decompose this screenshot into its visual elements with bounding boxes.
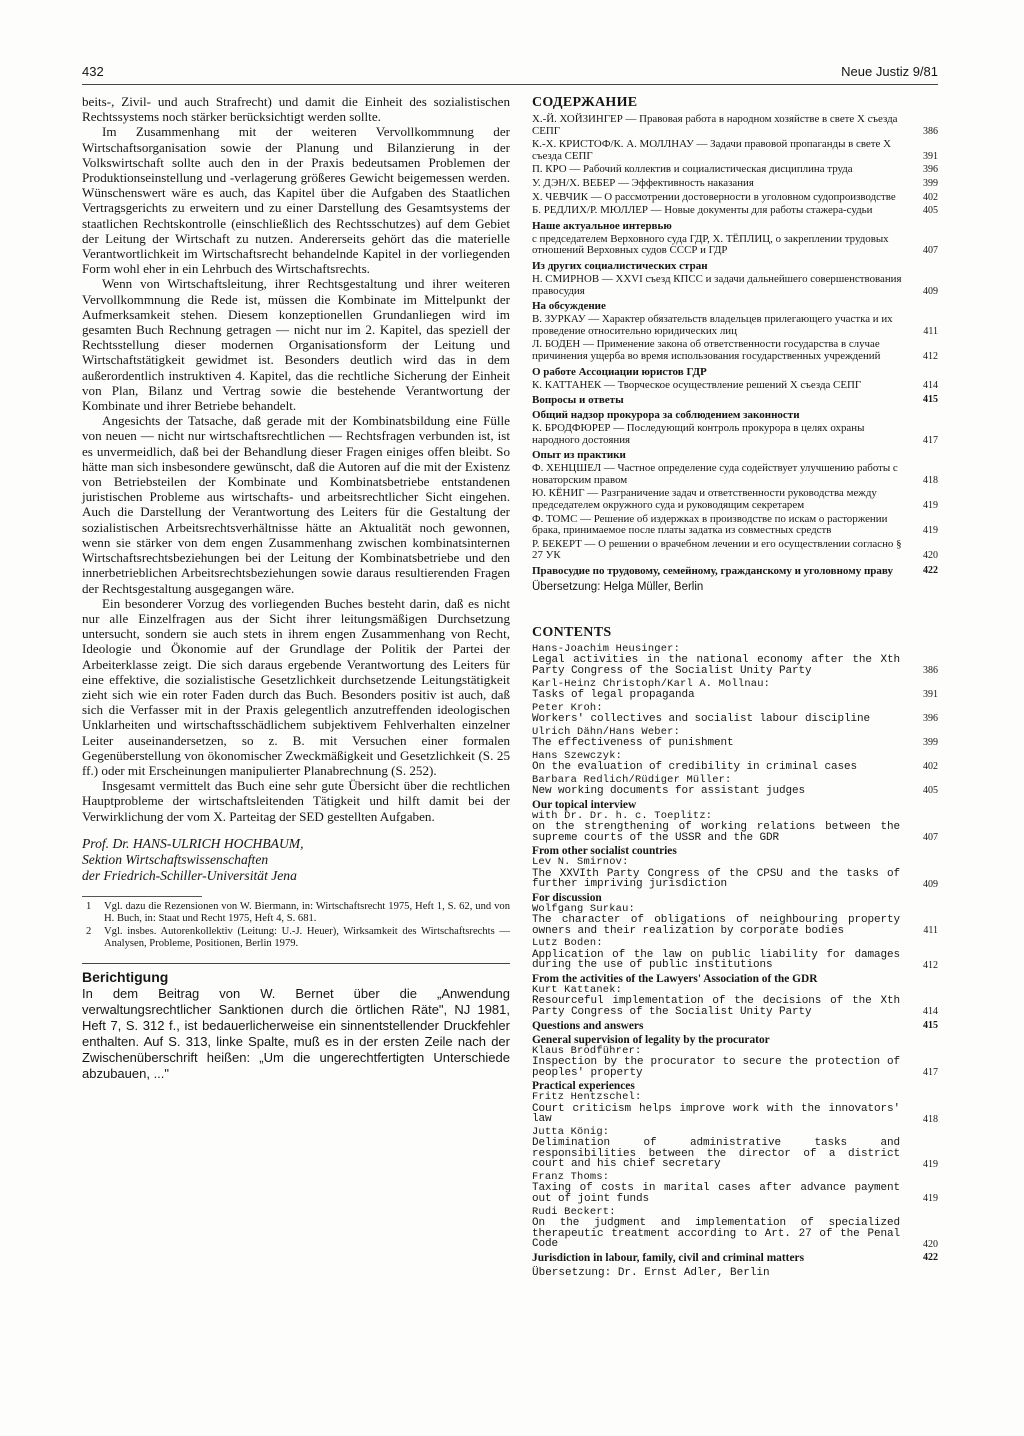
contents-page-number: 407: [923, 832, 938, 844]
footnote-number: 2: [86, 926, 92, 938]
contents-entry: [532, 811, 938, 844]
contents-heading-text: From other socialist countries: [532, 845, 677, 858]
contents-entry-body: [532, 857, 912, 890]
contents-page-number: 420: [923, 1238, 938, 1250]
contents-heading-text: Jurisdiction in labour, family, civil and criminal matters: [532, 1251, 805, 1264]
footnote: [82, 926, 510, 950]
contents-entry: [532, 679, 938, 701]
toc-entry-text: Ф. ТОМС — Решение об издержках в производстве по искам о расторжении брака, принимаемое после платы задатка из совместных средств: [532, 512, 888, 537]
contents-entry: [532, 727, 938, 749]
contents-entry-body: [532, 1127, 912, 1170]
contents-entry-author: Hans Szewczyk:: [532, 749, 623, 762]
contents-entry: [532, 1207, 938, 1250]
contents-entry-title: On the judgment and implementation of specialized therapeutic treatment according to Art. 27 of the Penal Code: [532, 1216, 900, 1251]
contents-entry: [532, 857, 938, 890]
toc-entry-text: К. КАТТАНЕК — Творческое осуществление решений X съезда СЕПГ: [532, 378, 862, 391]
correction-title: Berichtigung: [82, 968, 169, 985]
contents-heading-text: For discussion: [532, 891, 602, 904]
toc-entry: [532, 234, 938, 257]
contents-entry-body: [532, 644, 912, 677]
toc-page-number: 396: [923, 164, 938, 176]
correction-rule: [82, 963, 510, 964]
contents-page-number: 391: [923, 689, 938, 701]
contents-entry-title: The XXVIth Party Congress of the CPSU and the tasks of further impriving jurisdiction: [532, 867, 900, 891]
contents-entry-author: Peter Kroh:: [532, 701, 603, 714]
contents-page-number: 419: [923, 1193, 938, 1205]
russian-contents-list: [532, 114, 938, 577]
header-rule: [82, 84, 938, 85]
toc-entry-text: У. ДЭН/Х. ВЕБЕР — Эффективность наказания: [532, 176, 754, 189]
contents-page-number: 415: [923, 1019, 938, 1031]
toc-heading-text: Правосудие по трудовому, семейному, гражданскому и уголовному праву: [532, 565, 893, 578]
russian-contents-title: СОДЕРЖАНИЕ: [532, 95, 638, 110]
toc-entry: [532, 139, 938, 162]
contents-entry-title: Inspection by the procurator to secure the protection of peoples' property: [532, 1056, 900, 1079]
contents-section-heading: [532, 799, 938, 811]
contents-entry-body: [532, 1207, 912, 1250]
footnote-number: 1: [86, 900, 92, 912]
toc-entry-text: Р. БЕКЕРТ — О решении о врачебном лечении и его осуществлении согласно § 27 УК: [532, 537, 902, 562]
contents-entry-title: The effectiveness of punishment: [532, 737, 734, 750]
contents-heading-text: General supervision of legality by the procurator: [532, 1033, 770, 1046]
toc-heading-text: Опыт из практики: [532, 449, 626, 462]
contents-entry-title: Tasks of legal propaganda: [532, 689, 695, 702]
contents-section-heading: [532, 1020, 938, 1032]
footnote: [82, 901, 510, 925]
toc-entry: [532, 339, 938, 362]
toc-entry: [532, 314, 938, 337]
contents-page-number: 412: [923, 959, 938, 971]
review-paragraph: beits-, Zivil- und auch Strafrecht) und damit die Einheit des sozialistischen Rechtssystems noch stärker berücksichtigt werden sollte.: [82, 94, 510, 125]
footnote-text: Vgl. insbes. Autorenkollektiv (Leitung: U.-J. Heuer), Wirksamkeit des Wirtschaftsrechts — Analysen, Probleme, Positionen, Berlin 1979.: [104, 926, 510, 950]
contents-page-number: 409: [923, 878, 938, 890]
english-contents-title: CONTENTS: [532, 625, 612, 641]
contents-entry: [532, 1092, 938, 1125]
contents-entry: [532, 1172, 938, 1205]
toc-entry-text: Х. ЧЕВЧИК — О рассмотрении достоверности в уголовном судопроизводстве: [532, 190, 896, 203]
contents-entry: [532, 644, 938, 677]
contents-entry-author: Wolfgang Surkau:: [532, 902, 635, 915]
contents-entry-author: Lev N. Smirnov:: [532, 856, 629, 869]
contents-entry-title: Legal activities in the national economy after the Xth Party Congress of the Socialist Unity Party: [532, 654, 900, 678]
contents-page-number: 405: [923, 785, 938, 797]
contents-entry-title: Delimination of administrative tasks and responsibilities between the director of a district court and his chief secretary: [532, 1137, 900, 1171]
contents-section-heading: [532, 1252, 938, 1264]
contents-entry-title: Taxing of costs in marital cases after advance payment out of joint funds: [532, 1182, 900, 1205]
contents-entry-body: [532, 727, 912, 749]
contents-entry-body: [532, 904, 912, 937]
review-paragraph: Ein besonderer Vorzug des vorliegenden Buches besteht darin, daß es nicht nur alle Einzelfragen aus der Sicht ihrer leitungsmäßigen Durchsetzung untersucht, sondern sie auch stets in ihrem engen Zusammenhang von Recht, Ideologie und Ökonomie auf der Grundlage der Politik der Partei der Arbeiterklasse zeigt. Die sich daraus ergebende Verantwortung des Leiters für eine effektive, die sozialistische Gesetzlichkeit durchsetzende Leitungstätigkeit zieht sich wie ein roter Faden durch das Buch. Besonders positiv ist auch, daß sich die Verfasser mit in der Praxis gelegentlich anzutreffenden ideologischen Unklarheiten und wirtschaftsschädlichem subjektivem Fehlverhalten einzelner Leiter auseinandersetzen, so z. B. mit Versuchen einer formalen Gegenüberstellung von ökonomischer Zweckmäßigkeit und Gesetzlichkeit (S. 25 ff.) oder mit Erscheinungen manipulierter Planabrechnung (S. 252).: [82, 595, 510, 778]
contents-page-number: 419: [923, 1158, 938, 1170]
footnote-rule: [82, 896, 202, 897]
toc-page-number: 414: [923, 379, 938, 391]
contents-entry: [532, 1046, 938, 1079]
contents-entry: [532, 775, 938, 797]
toc-page-number: 420: [923, 550, 938, 562]
contents-entry-body: [532, 703, 912, 725]
contents-entry-body: [532, 1092, 912, 1125]
journal-issue: Neue Justiz 9/81: [841, 64, 938, 79]
toc-entry-text: К. БРОДФЮРЕР — Последующий контроль прокурора в целях охраны народного достояния: [532, 422, 865, 446]
toc-section-heading: [532, 220, 938, 232]
contents-heading-text: Practical experiences: [532, 1080, 635, 1093]
toc-page-number: 412: [923, 350, 938, 362]
toc-entry: [532, 539, 938, 562]
toc-entry-text: К.-Х. КРИСТОФ/К. А. МОЛЛНАУ — Задачи правовой пропаганды в свете X съезда СЕПГ: [532, 138, 891, 162]
toc-page-number: 417: [923, 434, 938, 446]
toc-heading-text: Из других социалистических стран: [532, 259, 708, 272]
toc-page-number: 409: [923, 285, 938, 297]
toc-entry-text: Х.-Й. ХОЙЗИНГЕР — Правовая работа в народном хозяйстве в свете X съезда СЕПГ: [532, 113, 898, 137]
contents-entry: [532, 985, 938, 1018]
contents-section-heading: [532, 1034, 938, 1046]
toc-entry-text: В. ЗУРКАУ — Характер обязательств владельцев прилегающего участка и их проведение относительно юридических лиц: [532, 313, 893, 337]
contents-entry-body: [532, 1046, 912, 1079]
toc-section-heading: [532, 394, 938, 406]
toc-page-number: 391: [923, 150, 938, 162]
russian-translation-credit: Übersetzung: Helga Müller, Berlin: [532, 581, 704, 594]
correction-text: In dem Beitrag von W. Bernet über die „Anwendung verwaltungsrechtlicher Sanktionen durch die örtlichen Räte", NJ 1981, Heft 7, S. 312 f., ist bedauerlicherweise ein sinnentstellender Druckfehler enthalten. Auf S. 313, linke Spalte, muß es in der ersten Zeile nach der Zwischenüberschrift heißen: „Um die ungerechtfertigten Unterschiede abzubauen, ...": [82, 985, 510, 1081]
review-signature: [82, 836, 510, 884]
contents-entry-body: [532, 811, 912, 844]
toc-entry-text: Л. БОДЕН — Применение закона об ответственности государства в случае причинения ущерба во время использования государственных учреждений: [532, 338, 881, 362]
contents-entry-body: [532, 938, 912, 971]
contents-entry-author: Ulrich Dähn/Hans Weber:: [532, 725, 681, 738]
toc-heading-text: На обсуждение: [532, 300, 606, 313]
toc-page-number: 402: [923, 191, 938, 203]
contents-entry: [532, 1127, 938, 1170]
toc-page-number: 411: [923, 325, 938, 337]
toc-page-number: 399: [923, 177, 938, 189]
page-number: 432: [82, 64, 104, 79]
contents-page-number: 418: [923, 1113, 938, 1125]
contents-entry: [532, 751, 938, 773]
contents-entry-author: Klaus Brodführer:: [532, 1044, 642, 1057]
signature-name: Prof. Dr. HANS-ULRICH HOCHBAUM,: [82, 835, 304, 851]
toc-page-number: 419: [923, 500, 938, 512]
toc-heading-text: Наше актуальное интервью: [532, 219, 672, 232]
toc-page-number: 422: [923, 565, 938, 577]
contents-entry-title: Workers' collectives and socialist labour discipline: [532, 713, 871, 726]
toc-entry: [532, 192, 938, 204]
toc-entry: [532, 205, 938, 217]
toc-entry: [532, 463, 938, 486]
signature-institution: der Friedrich-Schiller-Universität Jena: [82, 867, 297, 883]
review-paragraph: Angesichts der Tatsache, daß gerade mit der Kombinatsbildung eine Fülle von neuen — nicht nur wirtschaftsrechtlichen — Rechtsfragen verbunden ist, ist es unvermeidlich, daß bei der Behandlung dieser Fragen einiges offen bleibt. So hätte man sich insbesondere gewünscht, daß die Autoren auf die mit der Existenz von Betriebsteilen der Kombinate und Kombinatsbetriebe entstandenen juristischen Probleme aus wirtschafts- und arbeitsrechtlicher Sicht eingehen. Auch die Darstellung der Verantwortung des Leiters für die Gestaltung der sozialistischen Arbeitsrechtsverhältnisse hätte an Aktualität noch gewonnen, wenn sie stärker von dem engen Zusammenhang zwischen kombinatsinternen Wirtschaftsrechtsbeziehungen bei der Leitung der Kombinatsbetriebe und den innerbetrieblichen Arbeitsrechtsbeziehungen sowie daraus resultierenden Fragen der Rechtsgestaltung ausgegangen wäre.: [82, 413, 510, 596]
review-paragraph: Insgesamt vermittelt das Buch eine sehr gute Übersicht über die rechtlichen Hauptprobleme der wirtschaftsleitenden Tätigkeit und hilft damit bei der Verwirklichung der vom X. Parteitag der SED gestellten Aufgaben.: [82, 778, 510, 824]
contents-heading-text: Questions and answers: [532, 1019, 644, 1032]
toc-entry: [532, 488, 938, 511]
running-header: [82, 64, 938, 84]
toc-section-heading: [532, 300, 938, 312]
toc-entry: [532, 178, 938, 190]
right-column: [532, 94, 938, 1280]
contents-page-number: 396: [923, 713, 938, 725]
contents-section-heading: [532, 892, 938, 904]
contents-page-number: 411: [923, 925, 938, 937]
toc-heading-text: Вопросы и ответы: [532, 394, 624, 407]
contents-entry-title: The character of obligations of neighbouring property owners and their realization by corporate bodies: [532, 914, 900, 937]
contents-entry: [532, 938, 938, 971]
toc-heading-text: О работе Ассоциации юристов ГДР: [532, 365, 707, 378]
contents-entry-title: New working documents for assistant judges: [532, 785, 806, 798]
contents-entry-author: Rudi Beckert:: [532, 1205, 616, 1218]
toc-heading-text: Общий надзор прокурора за соблюдением законности: [532, 409, 800, 422]
toc-entry-text: Б. РЕДЛИХ/Р. МЮЛЛЕР — Новые документы для работы стажера-судьи: [532, 204, 873, 217]
contents-page-number: 402: [923, 761, 938, 773]
contents-entry-author: with Dr. Dr. h. c. Toeplitz:: [532, 809, 713, 822]
contents-entry-author: Jutta König:: [532, 1125, 610, 1138]
contents-entry-body: [532, 679, 912, 701]
left-column: [82, 94, 510, 1082]
toc-section-heading: [532, 449, 938, 461]
contents-entry-author: Barbara Redlich/Rüdiger Müller:: [532, 773, 732, 786]
contents-entry-title: On the evaluation of credibility in criminal cases: [532, 761, 858, 774]
contents-entry-title: Court criticism helps improve work with the innovators' law: [532, 1102, 900, 1126]
contents-entry-body: [532, 985, 912, 1018]
english-contents-list: [532, 644, 938, 1264]
toc-entry-text: с председателем Верховного суда ГДР, Х. ТЁПЛИЦ, о закреплении трудовых отношений Верховных судов СССР и ГДР: [532, 232, 889, 257]
toc-entry-text: Ю. КЁНИГ — Разграничение задач и ответственности руководства между председателем окружного суда и руководящим секретарем: [532, 487, 877, 512]
toc-entry: [532, 380, 938, 392]
toc-entry-text: П. КРО — Рабочий коллектив и социалистическая дисциплина труда: [532, 163, 853, 176]
toc-page-number: 386: [923, 125, 938, 137]
contents-entry-body: [532, 775, 912, 797]
contents-heading-text: From the activities of the Lawyers' Association of the GDR: [532, 973, 818, 985]
contents-entry-title: Resourceful implementation of the decisions of the Xth Party Congress of the Socialist Unity Party: [532, 995, 900, 1018]
footnotes: [82, 901, 510, 951]
contents-entry-author: Franz Thoms:: [532, 1170, 610, 1183]
toc-entry: [532, 423, 938, 446]
toc-section-heading: [532, 565, 938, 577]
toc-entry: [532, 164, 938, 176]
contents-entry-title: Application of the law on public liability for damages during the use of public institutions: [532, 948, 900, 972]
signature-affiliation: Sektion Wirtschaftswissenschaften: [82, 851, 269, 867]
review-paragraph: Wenn von Wirtschaftsleitung, ihrer Rechtsgestaltung und ihrer weiteren Vervollkommnung die Rede ist, müssen die Kombinate im Mittelpunkt der Aufmerksamkeit stehen. Diesem konzeptionellen Grundanliegen wird im gesamten Buch Rechnung getragen — nicht nur im 2. Kapitel, das speziell der Rechtsstellung dieser modernen Organisationsform der Leitung und Wirtschaftstätigkeit gewidmet ist. Besonders deutlich wird das in dem außerordentlich instruktiven 4. Kapitel, das die rechtliche Sicherung der Einheit von Plan, Bilanz und Vertrag sowie die bestehende Verantwortung der Kombinate und ihrer Betriebe behandelt.: [82, 276, 510, 414]
contents-page-number: 417: [923, 1066, 938, 1078]
contents-entry-author: Fritz Hentzschel:: [532, 1091, 642, 1104]
contents-entry-author: Lutz Boden:: [532, 937, 603, 950]
toc-entry: [532, 114, 938, 137]
contents-page-number: 414: [923, 1006, 938, 1018]
contents-entry-author: Hans-Joachim Heusinger:: [532, 643, 681, 656]
toc-section-heading: [532, 409, 938, 421]
contents-entry-author: Kurt Kattanek:: [532, 984, 623, 996]
contents-entry-body: [532, 1172, 912, 1205]
contents-entry: [532, 703, 938, 725]
contents-page-number: 386: [923, 665, 938, 677]
contents-entry-body: [532, 751, 912, 773]
contents-entry-title: on the strengthening of working relations between the supreme courts of the USSR and the GDR: [532, 821, 900, 844]
contents-heading-text: Our topical interview: [532, 798, 637, 811]
toc-entry: [532, 514, 938, 537]
toc-page-number: 405: [923, 205, 938, 217]
toc-page-number: 415: [923, 394, 938, 406]
review-text: [82, 94, 510, 824]
toc-entry: [532, 274, 938, 297]
english-translation-credit: Übersetzung: Dr. Ernst Adler, Berlin: [532, 1266, 770, 1279]
contents-entry-author: Karl-Heinz Christoph/Karl A. Mollnau:: [532, 677, 771, 690]
toc-entry-text: Н. СМИРНОВ — XXVI съезд КПСС и задачи дальнейшего совершенствования правосудия: [532, 272, 902, 297]
toc-section-heading: [532, 260, 938, 272]
review-paragraph: Im Zusammenhang mit der weiteren Vervollkommnung der Wirtschaftsorganisation sowie der Planung und Bilanzierung in der Volkswirtschaft sollte auch den in der Praxis bedeutsamen Problemen der Produktionseinstellung und -verlagerung größeres Gewicht beigemessen werden. Wünschenswert wäre es auch, das Kapitel über die Aufgaben des Staatlichen Vertragsgerichts zu erweitern und zu einer Darstellung des Gesamtsystems der staatlichen Rechtskontrolle (einschließlich des Rechtsschutzes) auf dem Gebiet der Leitung der Wirtschaft zu nutzen. Andererseits gehört das die materielle Verantwortlichkeit im Wirtschaftsrecht behandelnde Kapitel in der vorliegenden Form wohl eher in ein Lehrbuch des Wirtschaftsrechts.: [82, 124, 510, 277]
toc-page-number: 407: [923, 245, 938, 257]
toc-page-number: 419: [923, 525, 938, 537]
toc-entry-text: Ф. ХЕНЦШЕЛ — Частное определение суда содействует улучшению работы с новаторским правом: [532, 462, 898, 486]
contents-page-number: 399: [923, 737, 938, 749]
toc-page-number: 418: [923, 474, 938, 486]
contents-entry: [532, 904, 938, 937]
toc-section-heading: [532, 366, 938, 378]
contents-page-number: 422: [923, 1251, 938, 1263]
footnote-text: Vgl. dazu die Rezensionen von W. Biermann, in: Wirtschaftsrecht 1975, Heft 1, S. 62, und von H. Buch, in: Staat und Recht 1975, Heft 4, S. 681.: [104, 900, 510, 924]
